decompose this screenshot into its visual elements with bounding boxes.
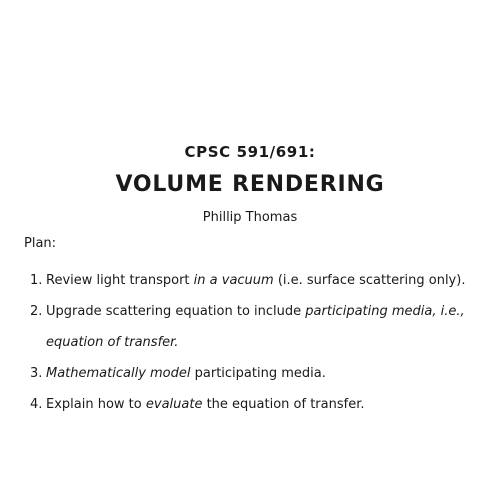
list-item-number: 3. — [30, 366, 43, 381]
course-code: CPSC 591/691: — [184, 143, 316, 161]
slide-title: VOLUME RENDERING — [115, 172, 385, 197]
plan-label: Plan: — [24, 236, 57, 251]
author-name: Phillip Thomas — [202, 210, 298, 225]
list-item-text: Review light transport in a vacuum (i.e. surface scattering only). — [46, 273, 466, 288]
list-item-number: 2. — [30, 304, 43, 319]
list-item-text: Explain how to evaluate the equation of transfer. — [46, 397, 365, 412]
list-item-text: Mathematically model participating media. — [46, 366, 326, 381]
list-item-text: Upgrade scattering equation to include participating media, i.e., — [46, 304, 465, 319]
list-item-number: 1. — [30, 273, 43, 288]
list-item-number: 4. — [30, 397, 43, 412]
